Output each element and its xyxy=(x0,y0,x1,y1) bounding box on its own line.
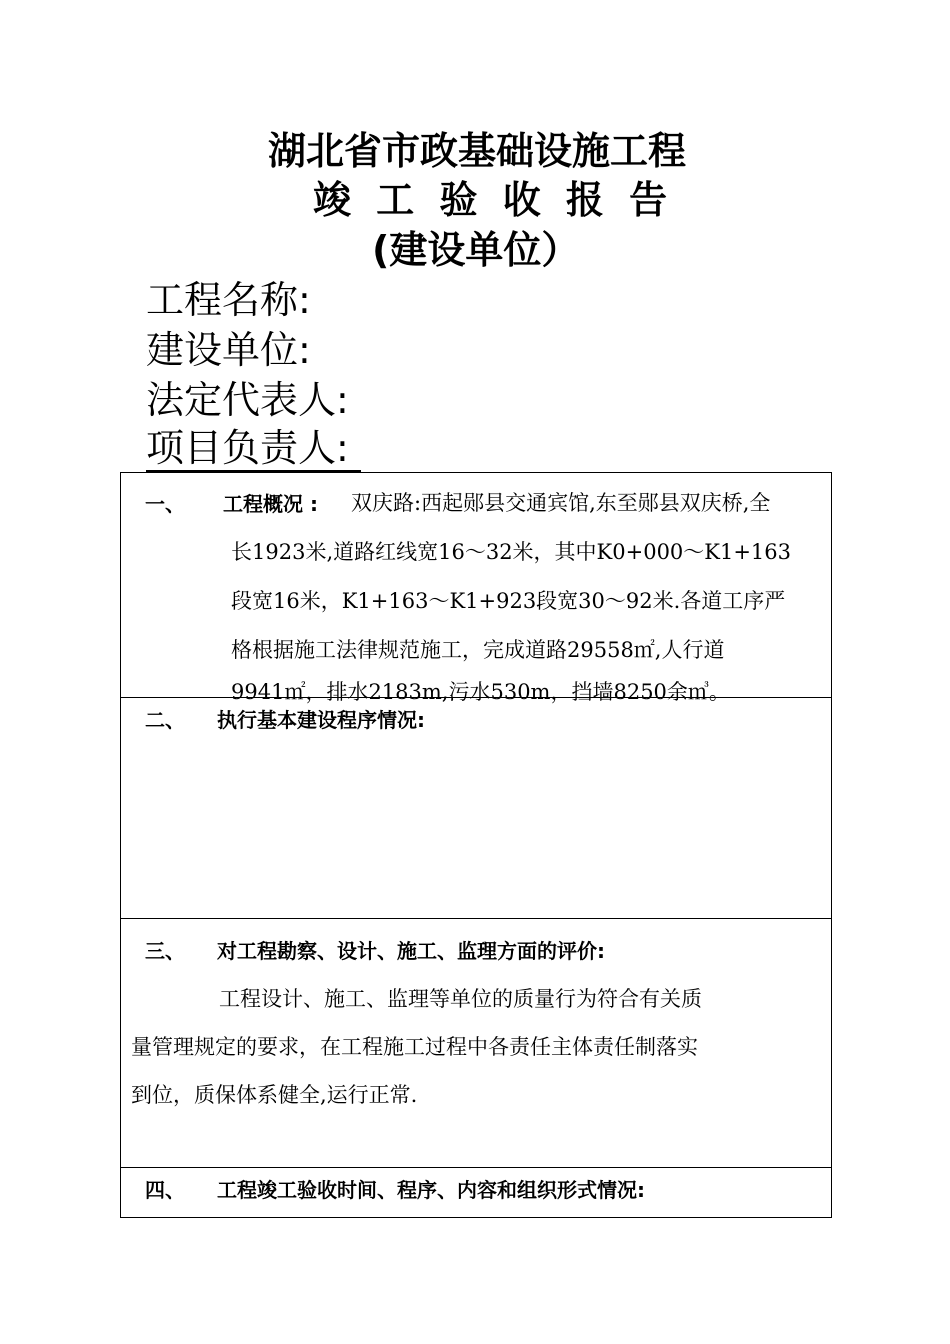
row-divider-3 xyxy=(121,1167,831,1168)
section-3-line-3: 到位，质保体系健全,运行正常. xyxy=(131,1083,418,1107)
project-name-label: 工程名称: xyxy=(146,278,311,322)
section-3-line-2: 量管理规定的要求，在工程施工过程中各责任主体责任制落实 xyxy=(131,1035,698,1059)
section-1-line-4: 格根据施工法律规范施工，完成道路29558㎡,人行道 xyxy=(231,638,725,662)
section-1-line-2: 长1923米,道路红线宽16～32米，其中K0+000～K1+163 xyxy=(231,540,792,564)
row-divider-2 xyxy=(121,918,831,919)
report-title-line3: (建设单位） xyxy=(372,228,580,272)
section-1-line-3: 段宽16米，K1+163～K1+923段宽30～92米.各道工序严 xyxy=(231,589,786,613)
section-3-line-1: 工程设计、施工、监理等单位的质量行为符合有关质 xyxy=(219,987,702,1011)
legal-rep-label: 法定代表人: xyxy=(146,378,349,422)
construction-unit-label: 建设单位: xyxy=(146,328,311,372)
section-3-number: 三、 xyxy=(145,939,185,963)
section-4-number: 四、 xyxy=(145,1178,185,1202)
section-1-line-5: 9941㎡，排水2183m,污水530m，挡墙8250余㎥。 xyxy=(231,680,730,704)
report-title-line1: 湖北省市政基础设施工程 xyxy=(268,129,687,173)
report-table xyxy=(120,472,832,1218)
section-3-title: 对工程勘察、设计、施工、监理方面的评价: xyxy=(217,939,605,963)
section-4-title: 工程竣工验收时间、程序、内容和组织形式情况: xyxy=(217,1178,645,1202)
section-2-number: 二、 xyxy=(145,708,185,732)
section-2-title: 执行基本建设程序情况: xyxy=(217,708,425,732)
project-lead-text: 项目负责人: xyxy=(146,426,361,472)
report-title-line2: 竣 工 验 收 报 告 xyxy=(313,178,674,222)
section-1-line-1: 双庆路:西起郧县交通宾馆,东至郧县双庆桥,全 xyxy=(351,491,771,515)
project-lead-label xyxy=(146,424,361,472)
section-1-title: 工程概况 : xyxy=(223,492,318,516)
section-1-number: 一、 xyxy=(145,492,185,516)
